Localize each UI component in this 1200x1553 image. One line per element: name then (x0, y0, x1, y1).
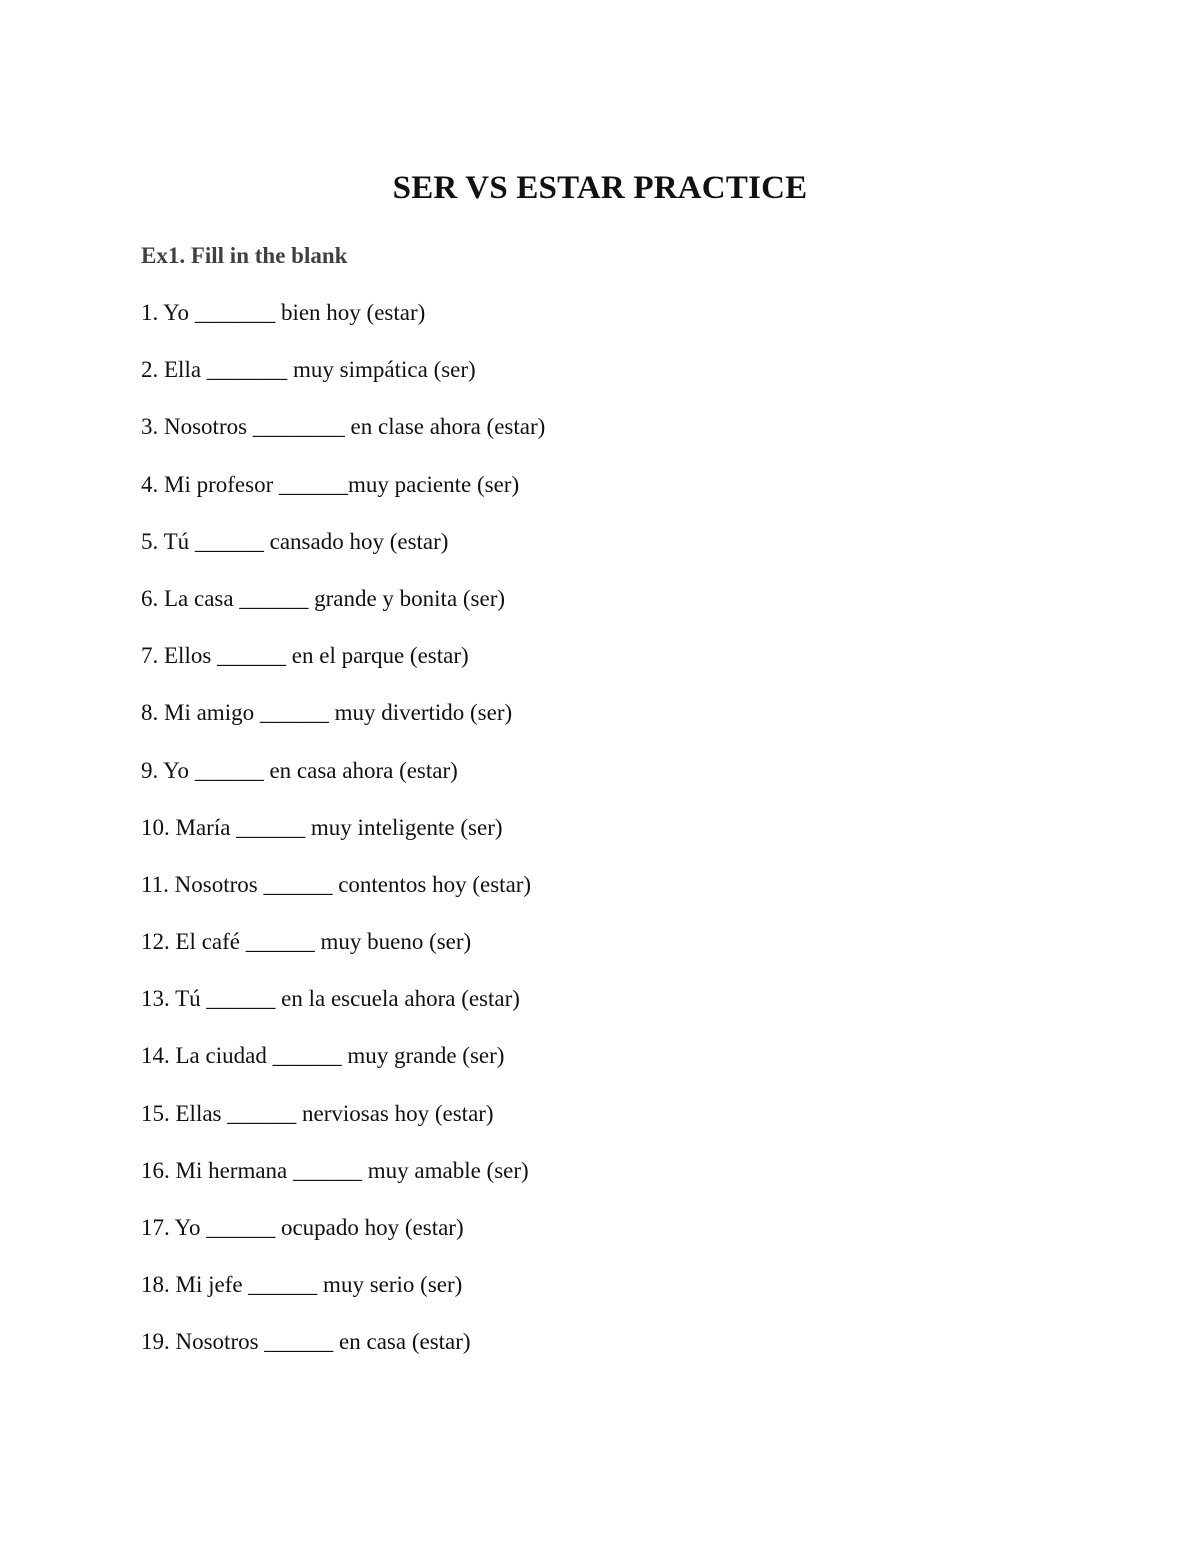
exercise-item-11: 11. Nosotros ______ contentos hoy (estar) (141, 871, 532, 897)
exercise-item-9: 9. Yo ______ en casa ahora (estar) (141, 757, 458, 783)
exercise-item-5: 5. Tú ______ cansado hoy (estar) (141, 528, 449, 554)
exercise-item-2: 2. Ella _______ muy simpática (ser) (141, 357, 476, 383)
exercise-item-12: 12. El café ______ muy bueno (ser) (141, 929, 472, 955)
exercise-item-18: 18. Mi jefe ______ muy serio (ser) (141, 1272, 463, 1298)
section-heading: Ex1. Fill in the blank (141, 243, 348, 268)
exercise-item-6: 6. La casa ______ grande y bonita (ser) (141, 585, 506, 611)
exercise-list (141, 297, 545, 1384)
exercise-item-17: 17. Yo ______ ocupado hoy (estar) (141, 1215, 464, 1240)
exercise-item-19: 19. Nosotros ______ en casa (estar) (141, 1329, 471, 1355)
exercise-item-14: 14. La ciudad ______ muy grande (ser) (141, 1043, 505, 1069)
exercise-item-10: 10. María ______ muy inteligente (ser) (141, 814, 503, 840)
exercise-item-4: 4. Mi profesor ______muy paciente (ser) (141, 471, 520, 497)
exercise-item-7: 7. Ellos ______ en el parque (estar) (141, 643, 469, 669)
exercise-item-1: 1. Yo _______ bien hoy (estar) (141, 300, 426, 325)
exercise-item-13: 13. Tú ______ en la escuela ahora (estar) (141, 986, 520, 1012)
exercise-item-16: 16. Mi hermana ______ muy amable (ser) (141, 1157, 529, 1183)
exercise-item-3: 3. Nosotros ________ en clase ahora (estar) (141, 414, 546, 440)
exercise-item-15: 15. Ellas ______ nerviosas hoy (estar) (141, 1100, 494, 1126)
page-title: SER VS ESTAR PRACTICE (392, 170, 808, 206)
exercise-item-8: 8. Mi amigo ______ muy divertido (ser) (141, 700, 513, 726)
